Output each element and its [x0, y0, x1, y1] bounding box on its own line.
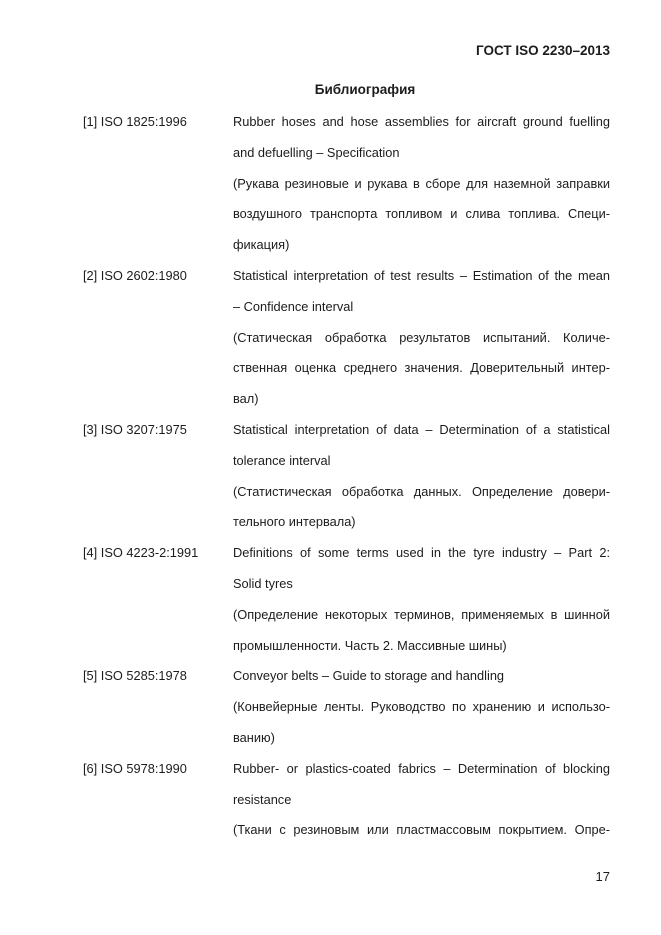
bibliography-entry	[83, 415, 610, 538]
reference-text	[233, 538, 610, 661]
reference-label: [4] ISO 4223-2:1991	[83, 545, 199, 561]
reference-title-en-line: Rubber hoses and hose assemblies for aircraft ground fuelling	[233, 114, 610, 129]
reference-title-en-line: – Confidence interval	[233, 298, 354, 314]
bibliography-entry	[83, 754, 610, 846]
reference-text	[233, 107, 610, 261]
reference-label: [6] ISO 5978:1990	[83, 760, 187, 776]
reference-title-ru-line: (Статистическая обработка данных. Определение довери-	[233, 483, 610, 499]
reference-label: [5] ISO 5285:1978	[83, 668, 187, 684]
reference-title-en-line: Conveyor belts – Guide to storage and handling	[233, 668, 505, 684]
reference-title-ru-line: ванию)	[233, 729, 275, 745]
document-code-header: ГОСТ ISO 2230–2013	[476, 43, 610, 58]
reference-title-en-line: Solid tyres	[233, 575, 293, 591]
reference-title-en-line: Definitions of some terms used in the tyre industry – Part 2:	[233, 545, 610, 561]
reference-title-en-line: Statistical interpretation of test results – Estimation of the mean	[233, 267, 610, 283]
reference-title-ru-line: промышленности. Часть 2. Массивные шины)	[233, 637, 507, 653]
page-title: Библиография	[314, 82, 416, 97]
reference-title-en-line: Rubber- or plastics-coated fabrics – Determination of blocking	[233, 760, 610, 776]
reference-title-ru-line: воздушного транспорта топливом и слива топлива. Специ-	[233, 206, 610, 222]
page-number: 17	[595, 869, 610, 884]
reference-text	[233, 661, 610, 753]
reference-title-ru-line: тельного интервала)	[233, 514, 356, 530]
reference-label: [1] ISO 1825:1996	[83, 114, 187, 129]
bibliography-entry	[83, 107, 610, 261]
reference-label: [3] ISO 3207:1975	[83, 421, 187, 437]
bibliography-list	[83, 107, 610, 846]
reference-title-ru-line: (Рукава резиновые и рукава в сборе для наземной заправки	[233, 175, 610, 191]
reference-title-en-line: Statistical interpretation of data – Determination of a statistical	[233, 421, 610, 437]
reference-title-ru-line: фикация)	[233, 237, 290, 253]
reference-title-en-line: resistance	[233, 791, 292, 807]
reference-text	[233, 261, 610, 415]
reference-title-ru-line: вал)	[233, 391, 259, 407]
reference-title-ru-line: ственная оценка среднего значения. Доверительный интер-	[233, 360, 610, 376]
reference-text	[233, 754, 610, 846]
reference-title-ru-line: (Ткани с резиновым или пластмассовым покрытием. Опре-	[233, 822, 610, 838]
reference-title-ru-line: (Конвейерные ленты. Руководство по хранению и использо-	[233, 699, 610, 715]
reference-title-ru-line: (Статическая обработка результатов испытаний. Количе-	[233, 329, 610, 345]
bibliography-entry	[83, 661, 610, 753]
reference-title-en-line: and defuelling – Specification	[233, 144, 400, 160]
reference-title-en-line: tolerance interval	[233, 452, 331, 468]
reference-title-ru-line: (Определение некоторых терминов, применяемых в шинной	[233, 606, 610, 622]
bibliography-entry	[83, 538, 610, 661]
reference-label: [2] ISO 2602:1980	[83, 267, 187, 283]
reference-text	[233, 415, 610, 538]
bibliography-entry	[83, 261, 610, 415]
